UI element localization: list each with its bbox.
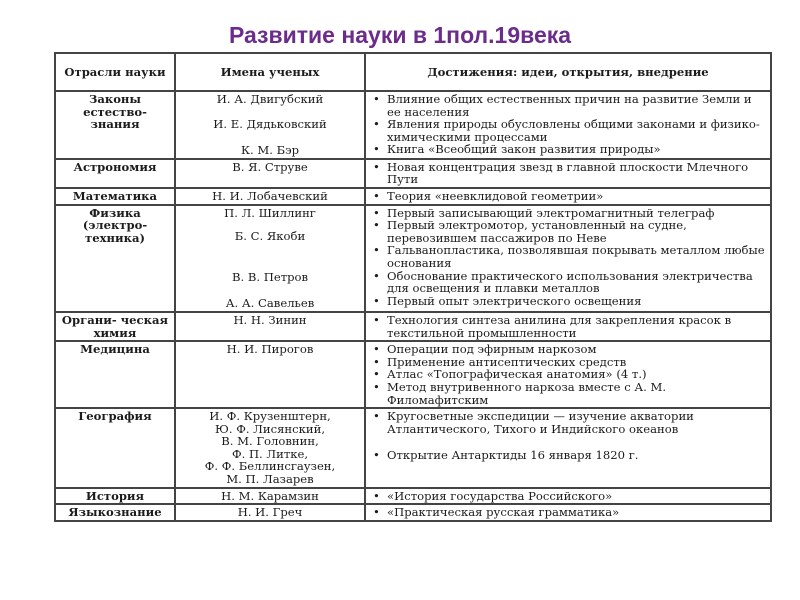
achievement-item: • Явления природы обусловлены общими законами и физико-химическими процессами — [369, 118, 767, 143]
table-row — [55, 205, 771, 312]
achievements-cell — [365, 312, 771, 341]
branch-cell: Астрономия — [55, 159, 175, 188]
names-cell — [175, 488, 365, 505]
scientist-name: В. Я. Струве — [232, 159, 308, 174]
scientist-name: И. А. Двигубский — [216, 92, 324, 106]
names-cell — [175, 341, 365, 408]
scientist-name: Ф. Ф. Беллинсгаузен, — [204, 459, 336, 474]
scientist-name: К. М. Бэр — [240, 143, 300, 158]
branch-cell: География — [55, 408, 175, 488]
achievement-item: • Первый опыт электрического освещения — [369, 295, 767, 308]
names-cell — [175, 188, 365, 205]
branch-cell: Математика — [55, 188, 175, 205]
scientist-name: В. В. Петров — [231, 269, 309, 284]
branch-cell: Медицина — [55, 341, 175, 408]
names-cell — [175, 91, 365, 159]
header-achievements: Достижения: идеи, открытия, внедрение — [365, 53, 771, 91]
achievements-cell — [365, 205, 771, 312]
scientist-name: П. Л. Шиллинг — [224, 205, 316, 220]
achievement-item: • Открытие Антарктиды 16 января 1820 г. — [369, 449, 767, 462]
achievement-item: • Книга «Всеобщий закон развития природы» — [369, 143, 767, 156]
scientist-name: Н. Н. Зинин — [233, 312, 307, 327]
table-row — [55, 408, 771, 488]
table-row — [55, 504, 771, 521]
achievement-item: • Влияние общих естественных причин на развитие Земли и ее населения — [369, 93, 767, 118]
table-row — [55, 312, 771, 341]
scientist-name: М. П. Лазарев — [226, 472, 314, 487]
names-cell — [175, 504, 365, 521]
scientist-name: А. А. Савельев — [225, 296, 315, 311]
table-row — [55, 488, 771, 505]
achievement-item: • Кругосветные экспедиции — изучение акватории Атлантического, Тихого и Индийского океанов — [369, 410, 767, 435]
header-names: Имена ученых — [175, 53, 365, 91]
achievements-cell — [365, 408, 771, 488]
achievements-cell — [365, 91, 771, 159]
achievement-item: • Метод внутривенного наркоза вместе с А. М. Филомафитским — [369, 381, 767, 406]
achievement-item: • Теория «неевклидовой геометрии» — [369, 190, 767, 203]
achievement-item: • Применение антисептических средств — [369, 356, 767, 369]
achievements-cell — [365, 341, 771, 408]
branch-cell: Законы естество- знания — [55, 91, 175, 159]
scientist-name: Б. С. Якоби — [234, 229, 306, 244]
achievement-item: • Первый электромотор, установленный на судне, перевозившем пассажиров по Неве — [369, 219, 767, 244]
achievement-item: • Технология синтеза анилина для закрепления красок в текстильной промышленности — [369, 314, 767, 339]
scientist-name: Ю. Ф. Лисянский, — [214, 421, 326, 436]
branch-cell: История — [55, 488, 175, 505]
achievements-cell — [365, 188, 771, 205]
scientist-name: В. М. Головнин, — [221, 434, 319, 449]
table-header-row — [55, 53, 771, 91]
achievement-item: • Атлас «Топографическая анатомия» (4 т.) — [369, 368, 767, 381]
names-cell — [175, 312, 365, 341]
scientist-name: Н. И. Лобачевский — [212, 188, 328, 203]
names-cell — [175, 205, 365, 312]
scientist-name: Н. И. Греч — [237, 505, 303, 520]
branch-cell: Органи- ческая химия — [55, 312, 175, 341]
achievement-item: • Новая концентрация звезд в главной плоскости Млечного Пути — [369, 161, 767, 186]
achievement-item: • «История государства Российского» — [369, 490, 767, 503]
scientist-name: И. Е. Дядьковский — [213, 116, 327, 131]
scientist-name: И. Ф. Крузенштерн, — [209, 409, 331, 424]
scientist-name: Ф. П. Литке, — [231, 446, 309, 461]
achievement-item: • Гальванопластика, позволявшая покрывать металлом любые основания — [369, 244, 767, 269]
header-branch: Отрасли науки — [55, 53, 175, 91]
scientist-name: Н. И. Пирогов — [226, 342, 314, 357]
achievement-item: • Операции под эфирным наркозом — [369, 343, 767, 356]
achievements-cell — [365, 488, 771, 505]
page-title: Развитие науки в 1пол.19века — [228, 22, 572, 48]
table-row — [55, 188, 771, 205]
branch-cell: Языкознание — [55, 504, 175, 521]
table-row — [55, 341, 771, 408]
achievements-cell — [365, 504, 771, 521]
table-row — [55, 91, 771, 159]
achievements-cell — [365, 159, 771, 188]
names-cell — [175, 408, 365, 488]
table-row — [55, 159, 771, 188]
branch-cell: Физика (электро- техника) — [55, 205, 175, 312]
achievement-item: • Обоснование практического использования электричества для освещения и плавки металлов — [369, 270, 767, 295]
scientist-name: Н. М. Карамзин — [221, 488, 319, 503]
achievement-item: • «Практическая русская грамматика» — [369, 506, 767, 519]
names-cell — [175, 159, 365, 188]
science-table — [54, 52, 772, 522]
achievement-item: • Первый записывающий электромагнитный телеграф — [369, 207, 767, 220]
